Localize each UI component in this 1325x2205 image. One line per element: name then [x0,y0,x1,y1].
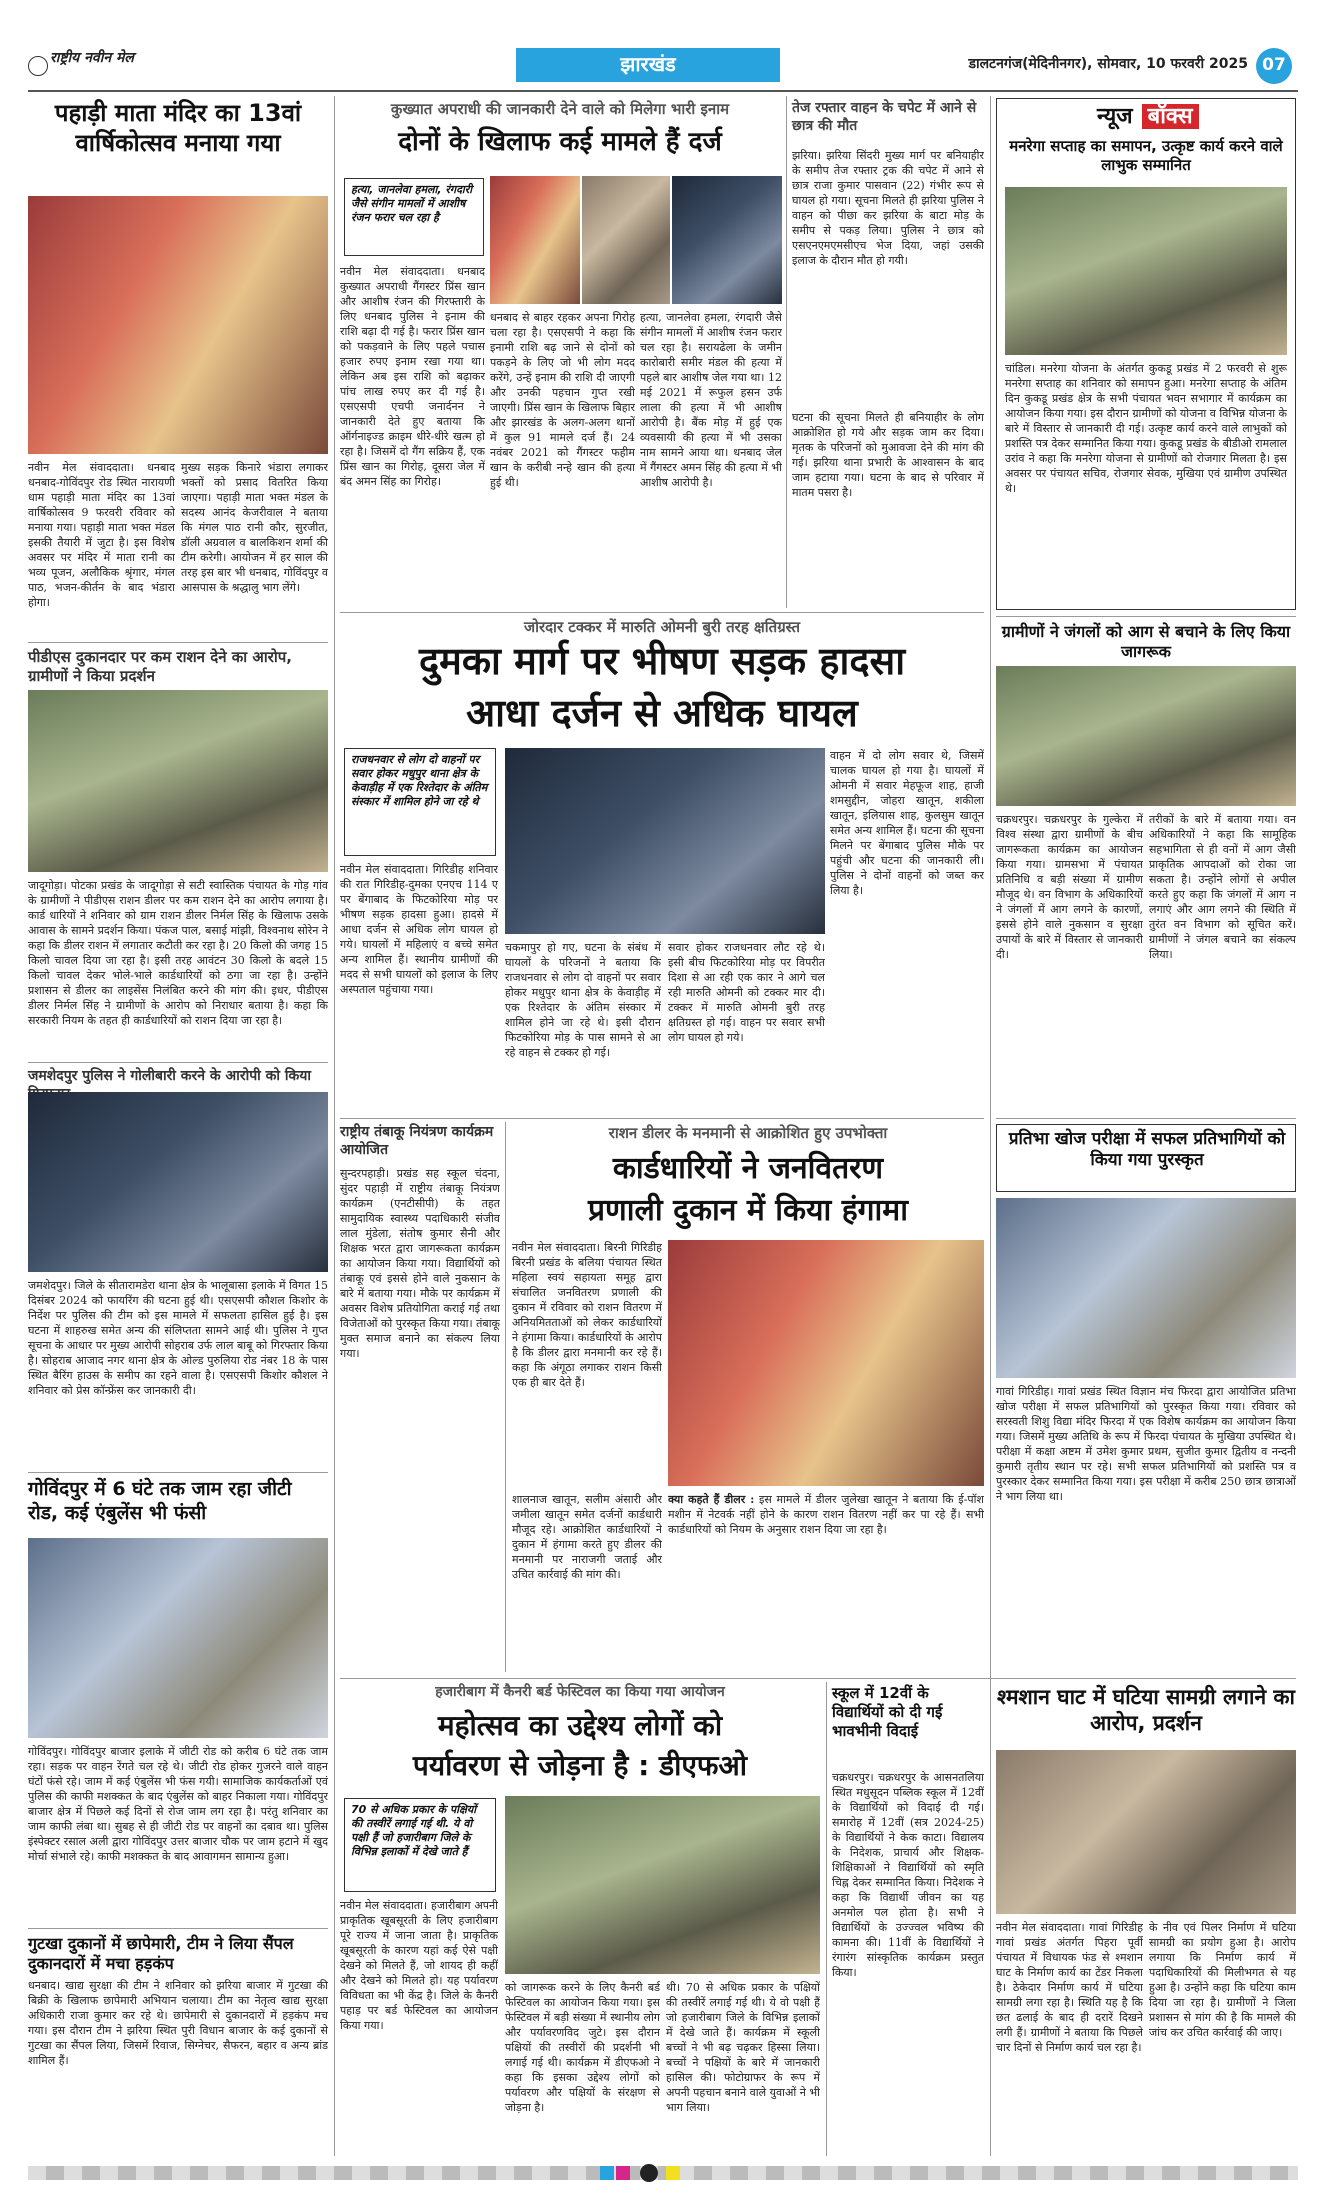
photo-mgnrega-event [1005,187,1287,355]
dealer-reply-text: इस मामले में डीलर जुलेखा खातून ने बताया कि ई-पॉश मशीन में नेटवर्क नहीं होने के कारण राशन वितरण नहीं कर पा रहे हैं। सभी कार्डधारियों को नियम के अनुसार राशन दिया जा रहा है। [668,1493,984,1536]
divider [28,642,328,643]
column-divider [990,96,991,2156]
body-pahadi-mata-1: नवीन मेल संवाददाता। धनबाद धनबाद-गोविंदपुर रोड स्थित नारायणी धाम पहाड़ी माता मंदिर का 13वां वार्षिकोत्सव 9 फरवरी रविवार को मनाया गया। पहाड़ी माता भक्त मंडल इसकी तैयारी में जुटा है। इस विशेष अवसर पर मंदिर में माता रानी का भव्य पूजन, अलौकिक श्रृंगार, मंगल पाठ, भजन-कीर्तन के बाद भंडारा होगा। [28,461,175,609]
header-rule [28,90,1298,92]
section-title: झारखंड [620,52,676,76]
headline-dumka-line2: आधा दर्जन से अधिक घायल [466,691,858,735]
body-pahadi-mata-2: मुख्य सड़क किनारे भंडारा लगाकर भक्तों को प्रसाद वितरित किया जाएगा। पहाड़ी माता भक्त मंडल के सदस्य आनंद केजरीवाल ने बताया कि मंगल पाठ रानी कौर, सुरजीत, डॉली अग्रवाल व बालकिशन शर्मा की टीम करेगी। आयोजन में हर साल की तरह इस बार भी धनबाद, गोविंदपुर व आसपास के श्रद्धालु भाग लेंगे। [181,461,328,594]
body-dumka-1: नवीन मेल संवाददाता। गिरिडीह शनिवार की रात गिरिडीह-दुमका एनएच 114 ए पर बेंगाबाद के फिटकोरिया मोड़ पर भीषण सड़क हादसा हुआ। हादसे में आधा दर्जन से अधिक लोग घायल हो गये। घायलों में महिलाएं व बच्चे समेत अन्य शामिल हैं। स्थानीय ग्रामीणों की मदद से सभी घायलों को इलाज के लिए अस्पताल पहुंचाया गया। [340,863,498,996]
kicker-gangster-reward: कुख्यात अपराधी की जानकारी देने वाले को मिलेगा भारी इनाम [390,100,730,118]
footer-color-bar [28,2166,1298,2180]
photo-police-officer [672,176,782,304]
talent-title-box [996,1124,1296,1192]
headline-pds-protest: पीडीएस दुकानदार पर कम राशन देने का आरोप, ग्रामीणों ने किया प्रदर्शन [28,648,292,685]
body-forest-1: चक्रधरपुर। चक्रधरपुर के गुल्केरा में विश्व संस्था द्वारा ग्रामीणों के बीच जागरूकता कार्यक्रम का आयोजन किया गया। ग्रामसभा में पंचायत प्रतिनिधि व बड़ी संख्या में ग्रामीण मौजूद थे। वन विभाग के अधिकारियों ने जंगलों में आग लगने के कारणों, इससे होने वाले नुकसान व सुरक्षा उपायों के बारे में विस्तार से जानकारी दी। [996,813,1143,961]
column-divider [334,96,335,2156]
column-divider [505,1122,506,1672]
kicker-bird-festival: हजारीबाग में कैनरी बर्ड फेस्टिवल का किया गया आयोजन [435,1684,725,1700]
headline-mgnrega: मनरेगा सप्ताह का समापन, उत्कृष्ट कार्य करने वाले लाभुक सम्मानित [1009,137,1283,174]
dealer-reply-heading: क्या कहते हैं डीलर : [668,1493,755,1506]
cmyk-swatch-cyan [600,2166,614,2180]
headline-school-farewell: स्कूल में 12वीं के विद्यार्थियों को दी गई भावभीनी विदाई [832,1684,943,1740]
body-ration-2: शालनाज खातून, सलीम अंसारी और जमीला खातून समेत दर्जनों कार्डधारी मौजूद रहे। आक्रोशित कार्डधारियों ने दुकान में हंगामा करते हुए डीलर की मनमानी पर नाराजगी जताई और उचित कार्रवाई की मांग की। [512,1493,662,1581]
body-dumka-4: वाहन में दो लोग सवार थे, जिसमें चालक घायल हो गया है। घायलों में ओमनी में सवार मेहफूज शाह, हाजी शमसुद्दीन, जोहरा खातून, शकीला खातून, इलियास शाह, कुलसुम खातून समेत अन्य शामिल हैं। घटना की सूचना मिलने पर बेंगाबाद पुलिस मौके पर पहुंची और घटना की जानकारी ली। पुलिस ने दोनों वाहनों को जब्त कर लिया है। [830,749,984,897]
column-divider [786,96,787,608]
headline-tobacco: राष्ट्रीय तंबाकू नियंत्रण कार्यक्रम आयोजित [340,1124,494,1158]
photo-forest-meeting [996,666,1296,806]
page-number: 07 [1262,55,1286,75]
headline-gt-road-jam: गोविंदपुर में 6 घंटे तक जाम रहा जीटी रोड, कई एंबुलेंस भी फंसी [28,1478,292,1524]
divider [340,1118,984,1119]
body-student-death-2: घटना की सूचना मिलते ही बनियाहीर के लोग आक्रोशित हो गये और सड़क जाम कर दिया। मृतक के परिजनों को मुआवजा देने की मांग की गई। झरिया थाना प्रभारी के आश्वासन के बाद जाम हटाया गया। घटना के बाद से परिवार में मातम पसरा है। [792,411,984,499]
headline-cremation-ghat: श्मशान घाट में घटिया सामग्री लगाने का आरोप, प्रदर्शन [997,1685,1295,1736]
kicker-ration-dealer: राशन डीलर के मनमानी से आक्रोशित हुए उपभोक्ता [608,1124,888,1142]
body-cremation-2: के नीव एवं पिलर निर्माण में घटिया सामग्री का प्रयोग हुआ है। आरोप लगाया कि निर्माण कार्य में पदाधिकारियों की मिलीभगत से यह हुआ है। उन्होंने कहा कि घटिया काम दिया जा रहा है। ग्रामीणों ने जिला प्रशासन से मांग की है कि मामले की जांच कर उचित कार्रवाई की जाए। [1149,1921,1296,2039]
body-gangster-3: हत्या, जानलेवा हमला, रंगदारी जैसे संगीन मामलों में आशीष रंजन फरार चल रहा है। सरायढेला के जमीन कारोबारी समीर मंडल की हत्या में पहले बार आशीष जेल गया था। 12 मई 2021 में रूफुल हसन उर्फ लाला की हत्या में भी आशीष आरोपी है। बैंक मोड़ में हुई एक व्यवसायी की हत्या में भी उसका नाम सामने आया था। धनबाद जेल में गैंगस्टर अमन सिंह की हत्या में भी आशीष आरोपी है। [640,311,782,489]
body-gangster-2: धनबाद से बाहर रहकर अपना गिरोह चला रहा है। एसएसपी ने कहा कि इनामी राशि बढ़ जाने से दोनों को पकड़ने के लिए जो भी लोग मदद करेंगे, उन्हें इनाम की राशि दी जाएगी और उनकी पहचान गुप्त रखी जाएगी। प्रिंस खान के खिलाफ बिहार और झारखंड के अलग-अलग थानों में कुल 91 मामले दर्ज हैं। 24 नवंबर 2021 को गैंगस्टर फहीम खान के करीबी नन्हे खान की हत्या हुई थी। [490,311,635,489]
photo-suspect-1 [490,176,580,304]
body-gangster-1: नवीन मेल संवाददाता। धनबाद कुख्यात अपराधी गैंगस्टर प्रिंस खान और आशीष रंजन की गिरफ्तारी के लिए धनबाद पुलिस ने इनाम की राशि बढ़ा दी गई है। फरार प्रिंस खान को पकड़वाने के लिए पहले पचास हजार रुपए इनाम रखा गया था। लेकिन अब इस राशि को बढ़ाकर पांच लाख रुपए कर दी गई है। एसएसपी एचपी जनार्दनन ने जानकारी देते हुए बताया कि ऑर्गनाइज्ड क्राइम धीरे-धीरे खत्म हो रहा है। जिसमें दो गैंग सक्रिय हैं, एक प्रिंस खान का गिरोह, दूसरा जेल में बंद अमन सिंह का गिरोह। [340,265,485,488]
photo-ration-protest [668,1240,984,1486]
body-gt-road-jam: गोविंदपुर। गोविंदपुर बाजार इलाके में जीटी रोड को करीब 6 घंटे तक जाम रहा। सड़क पर वाहन रेंगते चल रहे थे। जीटी रोड होकर गुजरने वाले वाहन घंटों फंसे रहे। जाम में कई एंबुलेंस भी फंस गयी। सामाजिक कार्यकर्ताओं एवं पुलिस की काफी मशक्कत के बाद एंबुलेंस को बाहर निकाला गया। गोविंदपुर बाजार क्षेत्र में पिछले कई दिनों से रोज जाम लग रहा है। परंतु शनिवार का जाम काफी लंबा था। सुबह से ही जीटी रोड पर वाहनों का दबाव था। पुलिस इंस्पेक्टर रसाल अली द्वारा गोविंदपुर उत्तर बाजार चौक पर जाम हटाने में खुद मोर्चा संभाले रहे। काफी मशक्कत के बाद आवागमन सामान्य हुआ। [28,1745,328,1863]
divider [28,1928,328,1929]
news-box-label-a: न्यूज [1097,104,1133,129]
headline-dumka-line1: दुमका मार्ग पर भीषण सड़क हादसा [418,639,906,683]
photo-traffic-jam [28,1538,328,1738]
body-ration-1: नवीन मेल संवाददाता। बिरनी गिरिडीह बिरनी प्रखंड के बलिया पंचायत स्थित महिला स्वयं सहायता समूह द्वारा संचालित जनवितरण प्रणाली की दुकान में रविवार को राशन वितरण में अनियमितताओं को लेकर कार्डधारियों ने हंगामा किया। कार्डधारियों के आरोप है कि डीलर द्वारा मनमानी कर रहे हैं। कहा कि अंगूठा लगाकर राशन किसी एक ही बार देते हैं। [512,1241,662,1389]
body-dumka-2: चकमापुर हो गए, घटना के संबंध में घायलों के परिजनों ने बताया कि राजधनवार से लोग दो वाहनों पर सवार होकर मधुपुर थाना क्षेत्र के केवाड़ीह में एक रिश्तेदार के अंतिम संस्कार में शामिल होने जा रहे थे। इसी दौरान फिटकोरिया मोड़ के पास सामने से आ रहे वाहन से टक्कर हो गई। [505,941,661,1059]
photo-suspect-2 [582,176,670,304]
news-box-frame [996,98,1296,610]
masthead [28,48,1298,88]
section-tab [516,48,780,82]
column-divider [826,1682,827,2156]
body-bird-2: को जागरूक करने के लिए कैनरी बर्ड फेस्टिवल का आयोजन किया गया। इस फेस्टिवल में बड़ी संख्या में स्थानीय लोग और पर्यावरणविद जुटे। इस दौरान पक्षियों की तस्वीरों की प्रदर्शनी भी लगाई गई थी। कार्यक्रम में डीएफओ ने कहा कि इसका उद्देश्य लोगों को पर्यावरण और पक्षियों के संरक्षण से जोड़ना है। [505,1981,660,2114]
body-gutkha-raid: धनबाद। खाद्य सुरक्षा की टीम ने शनिवार को झरिया बाजार में गुटखा की बिक्री के खिलाफ छापेमारी अभियान चलाया। टीम का नेतृत्व खाद्य सुरक्षा अधिकारी राजा कुमार कर रहे थे। छापेमारी से दुकानदारों में हड़कंप मच गया। इस दौरान टीम ने झरिया स्थित पुरी विधान बाजार के कई दुकानों से गुटखा का सैंपल लिया, जिसमें रिवाज, सिग्नेचर, सैफरन, बहार व अन्य ब्रांड शामिल हैं। [28,1979,328,2067]
photo-crashed-omni [505,748,825,934]
divider [996,1118,1296,1119]
body-forest-2: तरीकों के बारे में बताया गया। वन अधिकारियों ने कहा कि सामूहिक सहभागिता से ही वनों में आग जैसी प्राकृतिक आपदाओं को रोका जा सकता है। उन्होंने लोगों से अपील करते हुए कहा कि जंगलों में आग न लगाएं और आग लगने की स्थिति में तुरंत वन विभाग को सूचित करें। ग्रामीणों ने जंगल बचाने का संकल्प लिया। [1149,813,1296,961]
pullquote-gangster: हत्या, जानलेवा हमला, रंगदारी जैसे संगीन मामलों में आशीष रंजन फरार चल रहा है [344,178,484,256]
page-number-badge [1256,48,1292,84]
body-tobacco: सुन्दरपहाड़ी। प्रखंड सह स्कूल चंदना, सुंदर पहाड़ी में राष्ट्रीय तंबाकू नियंत्रण कार्यक्रम (एनटीसीपी) के तहत सामुदायिक स्वास्थ्य पदाधिकारी संजीव लाल मुंडेला, संतोष कुमार सैनी और शिक्षक भरत द्वारा जागरूकता कार्यक्रम का आयोजन किया गया। विद्यार्थियों को तंबाकू एवं इससे होने वाले नुकसान के बारे में बताया गया। मौके पर कार्यक्रम में अवसर विशेष प्रतियोगिता कराई गई तथा विजेताओं को पुरस्कृत किया गया। तंबाकू मुक्त समाज बनाने का संकल्प लिया गया। [340,1167,500,1360]
pullquote-bird: 70 से अधिक प्रकार के पक्षियों की तस्वीरें लगाई गई थी. ये वो पक्षी हैं जो हजारीबाग जिले के विभिन्न इलाकों में देखे जाते हैं [344,1798,496,1892]
divider [340,1678,1296,1679]
body-mgnrega: चांडिल। मनरेगा योजना के अंतर्गत कुकडू प्रखंड में 2 फरवरी से शुरू मनरेगा सप्ताह का शनिवार को समापन हुआ। मनरेगा सप्ताह के अंतिम दिन कुकडू प्रखंड क्षेत्र के सभी पंचायत भवन सभागार में कार्यक्रम का आयोजन किया गया। इस दौरान ग्रामीणों को योजना व विभिन्न योजना के बारे में विस्तार से जानकारी दी गई। उत्कृष्ट कार्य करने वाले लाभुकों को प्रशस्ति पत्र देकर सम्मानित किया गया। कुकडू प्रखंड के बीडीओ रामलाल उरांव ने कहा कि मनरेगा योजना से ग्रामीणों को रोजगार मिलता है। इस अवसर पर पंचायत सचिव, रोजगार सेवक, मुखिया एवं ग्रामीण उपस्थित थे। [1005,362,1287,495]
headline-forest-fire: ग्रामीणों ने जंगलों को आग से बचाने के लिए किया जागरूक [1001,622,1291,661]
divider [340,612,984,613]
photo-pahadi-mata-idol [28,196,328,454]
body-student-death-1: झरिया। झरिया सिंदरी मुख्य मार्ग पर बनियाहीर के समीप तेज रफ्तार ट्रक की चपेट में आने से छात्र राजा कुमार पासवान (22) गंभीर रूप से घायल हो गया। सूचना मिलते ही झरिया पुलिस ने वाहन को पीछा कर झरिया के बाटा मोड़ के समीप से पकड़ लिया। पुलिस ने छात्र को एसएनएमएमसीएच भेज दिया, जहां उसकी इलाज के दौरान मौत हो गयी। [792,149,984,267]
photo-pds-protest [28,690,328,872]
kicker-omni-crash: जोरदार टक्कर में मारुति ओमनी बुरी तरह क्षतिग्रस्त [523,618,801,636]
divider [28,1472,328,1473]
divider [28,1062,328,1063]
headline-jamshedpur-arrest: जमशेदपुर पुलिस ने गोलीबारी करने के आरोपी को किया [28,1068,312,1084]
headline-bird-line1: महोत्सव का उद्देश्य लोगों को [437,1709,723,1742]
photo-cremation-site [996,1750,1296,1914]
body-jamshedpur-arrest: जमशेदपुर। जिले के सीतारामडेरा थाना क्षेत्र के भालूबासा इलाके में विगत 15 दिसंबर 2024 को फायरिंग की घटना हुई थी। एसएसपी कौशल किशोर के निर्देश पर पुलिस की टीम को इस मामले में सफलता हासिल हुई है। इस घटना में शाहरुख समेत अन्य की संलिप्तता सामने आई थी। पुलिस ने गुप्त सूचना के आधार पर मुख्य आरोपी सोहराब उर्फ लाल बाबू को गिरफ्तार किया है। सोहराब आजाद नगर थाना क्षेत्र के ओल्ड पुरुलिया रोड नंबर 18 के पास स्थित बैरिंग हाउस के समीप का रहने वाला है। एसएसपी किशोर कौशल ने शनिवार को प्रेस कॉन्फ्रेंस कर जानकारी दी। [28,1279,328,1397]
photo-bird-festival [505,1796,820,1974]
divider [996,616,1296,617]
newspaper-logo: राष्ट्रीय नवीन मेल [50,50,134,66]
news-box-label [1097,103,1277,131]
news-box-label-b: बॉक्स [1142,104,1199,129]
headline-gangster-cases: दोनों के खिलाफ कई मामले हैं दर्ज [398,127,722,157]
headline-gutkha-raid: गुटखा दुकानों में छापेमारी, टीम ने लिया सैंपल दुकानदारों में मचा हड़कंप [28,1934,294,1973]
registration-mark-bottom [640,2164,658,2182]
body-talent-exam: गावां गिरिडीह। गावां प्रखंड स्थित विज्ञान मंच फिरदा द्वारा आयोजित प्रतिभा खोज परीक्षा में सफल प्रतिभागियों को पुरस्कृत किया गया। रविवार को सरस्वती शिशु विद्या मंदिर फिरदा में एक विशेष कार्यक्रम का आयोजन किया गया। जिसमें मुख्य अतिथि के रूप में फिरदा पंचायत के मुखिया उपस्थित थे। परीक्षा में कक्षा अष्टम में उमेश कुमार प्रथम, सुजीत कुमार द्वितीय व नन्दनी कुमारी तृतीय स्थान पर रहे। सभी सफल प्रतिभागियों को प्रशस्ति पत्र व पुरस्कार देकर सम्मानित किया गया। इस परीक्षा में करीब 250 छात्र छात्राओं ने भाग लिया था। [996,1385,1296,1503]
headline-ration-line1: कार्डधारियों ने जनवितरण [612,1151,884,1186]
body-pds-protest: जादूगोड़ा। पोटका प्रखंड के जादूगोड़ा से सटी स्वास्तिक पंचायत के गोड़ गांव के ग्रामीणों ने पीडीएस राशन डीलर पर कम राशन देने का आरोप लगाया है। कार्ड धारियों ने शनिवार को ग्राम राशन डीलर निर्मल सिंह के खिलाफ उसके आवास के सामने प्रदर्शन किया। पंकज पाल, बसाई मांझी, विश्वनाथ सोरेन ने कहा कि डीलर राशन में लगातार कटौती कर रहा है। 20 किलो की जगह 15 किलो चावल दिया जा रहा है। इसी तरह आवंटन 30 किलो के बदले 15 किलो चावल देकर भोले-भाले कार्डधारियों को ठगा जा रहा है। उन्होंने प्रशासन से डीलर का लाइसेंस निलंबित करने की मांग की। इधर, पीडीएस डीलर निर्मल सिंह ने ग्रामीणों के आरोप को निराधार बताया है। कहा कि सरकारी नियम के तहत ही कार्डधारियों को राशन दिया जा रहा है। [28,879,328,1027]
headline-bird-line2: पर्यावरण से जोड़ना है : डीएफओ [412,1749,748,1782]
body-bird-3: थी। 70 से अधिक प्रकार के पक्षियों की तस्वीरें लगाई गई थी। ये वो पक्षी हैं जो हजारीबाग जिले के विभिन्न इलाकों में देखे जाते हैं। कार्यक्रम में स्कूली बच्चों ने भी बढ़ चढ़कर हिस्सा लिया। बच्चों ने पक्षियों के बारे में जानकारी हासिल की। फोटोग्राफर के रूप में अपनी पहचान बनाने वाले युवाओं ने भी भाग लिया। [666,1981,820,2114]
pullquote-dumka: राजधनवार से लोग दो वाहनों पर सवार होकर मधुपुर थाना क्षेत्र के केवाड़ीह में एक रिश्तेदार के अंतिम संस्कार में शामिल होने जा रहे थे [344,748,496,856]
photo-police-press [28,1092,328,1272]
body-dumka-3: सवार होकर राजधनवार लौट रहे थे। इसी बीच फिटकोरिया मोड़ पर विपरीत दिशा से आ रही एक कार ने आगे चल रही मारुति ओमनी को टक्कर मार दी। टक्कर में मारुति ओमनी बुरी तरह क्षतिग्रस्त हो गई। वाहन पर सवार सभी लोग घायल हो गये। [668,941,825,1044]
cmyk-swatch-magenta [616,2166,630,2180]
body-cremation-1: नवीन मेल संवाददाता। गावां गिरिडीह गावां प्रखंड अंतर्गत पिहरा पूर्वी पंचायत में विधायक फंड से श्मशान घाट के निर्माण कार्य का टेंडर निकला है। ठेकेदार निर्माण कार्य में घटिया सामग्री लगा रहा है। स्थिति यह है कि छत ढलाई के बाद ही दरारें दिखने लगी हैं। ग्रामीणों ने बताया कि पिछले चार दिनों से निर्माण कार्य चल रहा है। [996,1921,1143,2054]
body-school-farewell: चक्रधरपुर। चक्रधरपुर के आसनतलिया स्थित मधुसूदन पब्लिक स्कूल में 12वीं के विद्यार्थियों को विदाई दी गई। समारोह में 12वीं (सत्र 2024-25) के विद्यार्थियों ने केक काटा। विद्यालय के निदेशक, प्राचार्य और शिक्षक-शिक्षिकाओं ने विद्यार्थियों को स्मृति चिह्न देकर सम्मानित किया। निदेशक ने कहा कि विद्यार्थी जीवन का यह अनमोल पल होता है। सभी ने विद्यार्थियों के उज्ज्वल भविष्य की कामना की। 11वीं के विद्यार्थियों ने रंगारंग सांस्कृतिक कार्यक्रम प्रस्तुत किया। [832,1771,984,1979]
body-ration-3 [668,1492,984,1672]
dateline: डालटनगंज(मेदिनीनगर), सोमवार, 10 फरवरी 2025 [968,56,1248,72]
cmyk-swatch-yellow [666,2166,680,2180]
body-bird-1: नवीन मेल संवाददाता। हजारीबाग अपनी प्राकृतिक खूबसूरती के लिए हजारीबाग पूरे राज्य में जाना जाता है। प्राकृतिक खूबसूरती के कारण यहां कई ऐसे पक्षी देखने को मिलते हैं, जो शायद ही कहीं और देखने को मिलते हो। यह पर्यावरण विविधता का भी केंद्र है। जिले के कैनरी पहाड़ पर बर्ड फेस्टिवल का आयोजन किया गया। [340,1899,498,2032]
headline-ration-line2: प्रणाली दुकान में किया हंगामा [587,1193,909,1228]
photo-talent-award [996,1198,1296,1378]
headline-pahadi-mata: पहाड़ी माता मंदिर का 13वां वार्षिकोत्सव मनाया गया [54,99,302,157]
registration-mark-left [28,56,48,76]
kicker-student-death: तेज रफ्तार वाहन के चपेट में आने से छात्र की मौत [792,100,977,134]
headline-talent-exam: प्रतिभा खोज परीक्षा में सफल प्रतिभागियों को किया गया पुरस्कृत [1008,1129,1286,1171]
